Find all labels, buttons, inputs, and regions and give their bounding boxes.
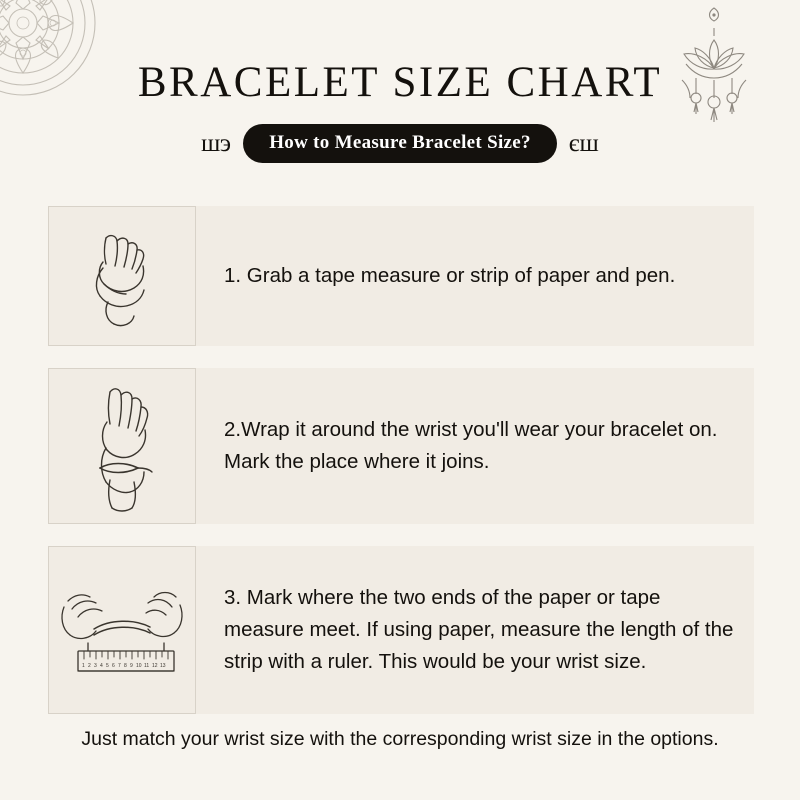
svg-text:9: 9 [130,663,133,669]
svg-text:2: 2 [88,663,91,669]
footer-note: Just match your wrist size with the corresponding wrist size in the options. [81,728,719,750]
svg-text:3: 3 [94,663,97,669]
svg-text:7: 7 [118,663,121,669]
list-item [48,546,754,714]
hand-holding-tape-icon [62,216,182,336]
svg-text:12: 12 [152,663,158,669]
flourish-left-icon: єш [201,130,232,157]
svg-text:11: 11 [144,663,150,669]
step-3-text: 3. Mark where the two ends of the paper or tape measure meet. If using paper, measure the length of the strip with a ruler. This would be your wrist size. [224,586,734,673]
subtitle-row [0,124,800,163]
step-2-figure [48,368,196,524]
page-title: BRACELET SIZE CHART [137,59,663,106]
step-3-figure [48,546,196,714]
step-1-text: 1. Grab a tape measure or strip of paper and pen. [224,264,676,288]
svg-text:5: 5 [106,663,109,669]
list-item [48,206,754,346]
svg-text:13: 13 [160,663,166,669]
svg-text:8: 8 [124,663,127,669]
wrist-wrapped-tape-icon [62,376,182,516]
list-item [48,368,754,524]
step-2-text: 2.Wrap it around the wrist you'll wear your bracelet on. Mark the place where it joins. [224,418,718,473]
ruler-measuring-strip-icon [48,555,196,705]
flourish-right-icon: єш [568,130,599,157]
step-1-figure [48,206,196,346]
svg-text:4: 4 [100,663,103,669]
svg-text:6: 6 [112,663,115,669]
svg-text:1: 1 [82,663,85,669]
svg-text:10: 10 [136,663,142,669]
subtitle-badge: How to Measure Bracelet Size? [243,124,557,163]
steps-list [48,206,754,736]
